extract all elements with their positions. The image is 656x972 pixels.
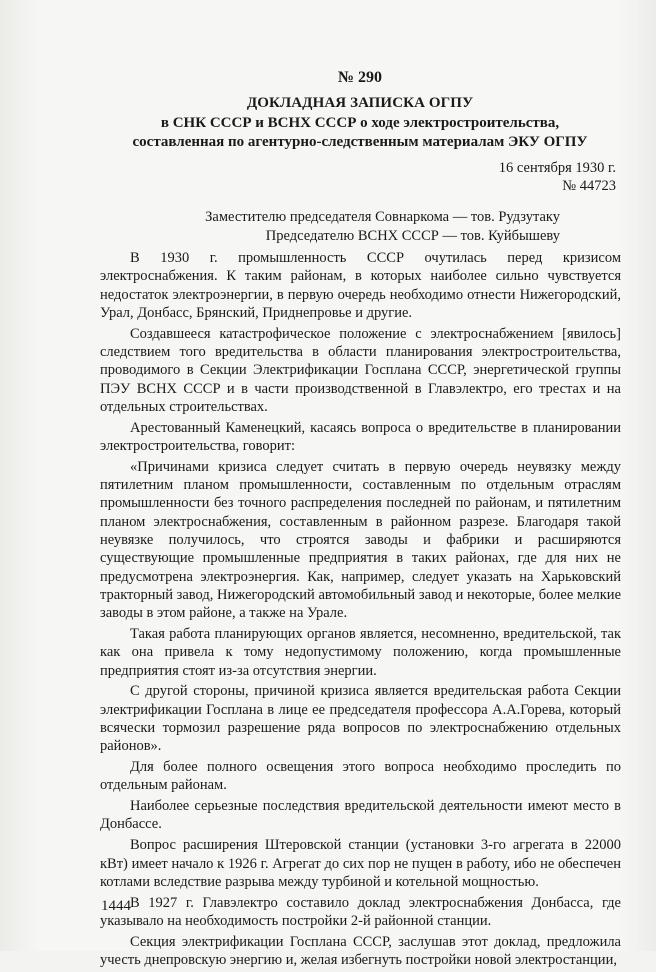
- paragraph: Арестованный Каменецкий, касаясь вопроса о вредительстве в планировании электростроительства, говорит:: [100, 419, 621, 454]
- registration-number: № 44723: [562, 178, 616, 194]
- paragraph: Вопрос расширения Штеровской станции (установки 3-го агрегата в 22000 кВт) имеет начало к 1926 г. Агрегат до сих пор не пущен в работу, ибо не обеспечен котлами вследствие разрыва между турбиной и котельной мощностью.: [100, 837, 621, 890]
- document-body: [100, 249, 621, 972]
- document-title: ДОКЛАДНАЯ ЗАПИСКА ОГПУ: [246, 95, 474, 111]
- document-subtitle-line2: составленная по агентурно-следственным материалам ЭКУ ОГПУ: [132, 134, 588, 150]
- page-number: 1444: [101, 898, 131, 914]
- addressee-line2: Председателю ВСНХ СССР — тов. Куйбышеву: [265, 228, 560, 244]
- quote-paragraph: «Причинами кризиса следует считать в первую очередь неувязку между пятилетним планом промышленности, составленным по отдельным отраслям промышленности без точного распределения последней по районам, и пятилетним планом электроснабжения, составленным в районном разрезе. Благодаря такой неувязке получилось, что строятся заводы и фабрики и расширяются существующие промышленные предприятия в таких районах, где для них не предусмотрена электроэнергия. Как, например, следует указать на Харьковский тракторный завод, Нижегородский автомобильный завод и некоторые, более мелкие заводы в этом районе, а также на Урале.: [100, 458, 621, 622]
- paragraph: Наиболее серьезные последствия вредительской деятельности имеют место в Донбассе.: [100, 798, 621, 833]
- paragraph: В 1927 г. Главэлектро составило доклад электроснабжения Донбасса, где указывало на необходимость постройки 2-й районной станции.: [100, 894, 621, 929]
- document-date: 16 сентября 1930 г.: [498, 160, 616, 176]
- addressee-line1: Заместителю председателя Совнаркома — тов. Рудзутаку: [205, 209, 560, 225]
- paragraph: Для более полного освещения этого вопроса необходимо проследить по отдельным районам.: [100, 759, 621, 794]
- paragraph: Создавшееся катастрофическое положение с электроснабжением [явилось] следствием того вредительства в области планирования электростроительства, проводимого в Секции Электрификации Госплана СССР, энергетической группы ПЭУ ВСНХ СССР и в части производственной в Главэлектро, его трестах и на отдельных строительствах.: [100, 325, 621, 415]
- paragraph: Секция электрификации Госплана СССР, заслушав этот доклад, предложила учесть днепровскую энергию и, желая избегнуть постройки новой электростанции,: [100, 933, 621, 968]
- quote-paragraph: С другой стороны, причиной кризиса является вредительская работа Секции электрификации Госплана в лице ее председателя профессора А.А.Горева, который всячески тормозил разрешение ряда вопросов по электроснабжению отдельных районов».: [100, 683, 621, 755]
- document-number: № 290: [337, 69, 383, 86]
- quote-paragraph: Такая работа планирующих органов является, несомненно, вредительской, так как она привела к тому недопустимому положению, когда промышленные предприятия стоят из-за отсутствия энергии.: [100, 625, 621, 679]
- paragraph: В 1930 г. промышленность СССР очутилась перед кризисом электроснабжения. К таким районам, в которых наиболее сильно чувствуется недостаток электроэнергии, в первую очередь необходимо отнести Нижегородский, Урал, Донбасс, Брянский, Приднепровье и другие.: [100, 250, 621, 321]
- document-subtitle-line1: в СНК СССР и ВСНХ СССР о ходе электростроительства,: [160, 115, 560, 131]
